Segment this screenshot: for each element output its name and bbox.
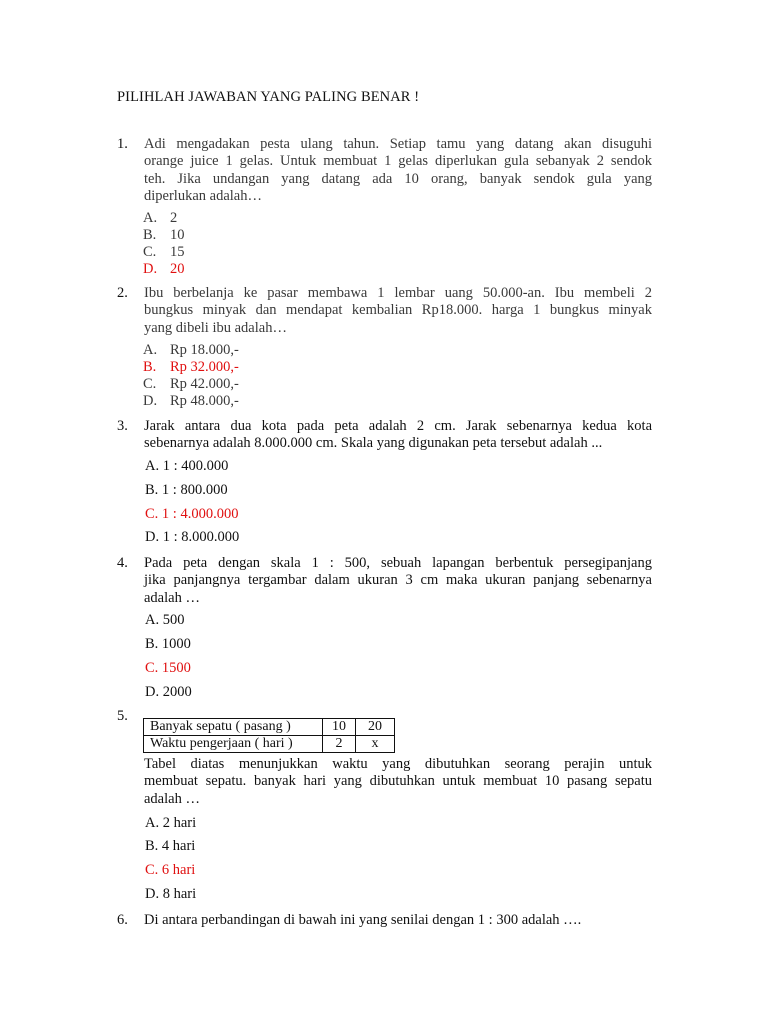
question-1-text bbox=[144, 136, 652, 205]
question-3-line-2: sebenarnya adalah 8.000.000 cm. Skala yang digunakan peta tersebut adalah ... bbox=[144, 435, 603, 452]
question-4-line-2: jika panjangnya tergambar dalam ukuran 3 cm maka ukuran panjang sebenarnya bbox=[144, 572, 652, 589]
question-5-text bbox=[144, 756, 652, 808]
question-3-option-a: A. 1 : 400.000 bbox=[145, 458, 229, 474]
table-row bbox=[144, 719, 395, 736]
question-2-option-b: B. Rp 32.000,- bbox=[143, 359, 239, 375]
question-1-number: 1. bbox=[117, 136, 128, 152]
question-5-line-3: adalah … bbox=[144, 790, 200, 807]
question-4-number: 4. bbox=[117, 555, 128, 571]
question-3-text bbox=[144, 418, 652, 453]
question-5-option-b: B. 4 hari bbox=[145, 838, 196, 854]
table-row bbox=[144, 736, 395, 753]
question-6-number: 6. bbox=[117, 912, 128, 928]
question-1-option-d: D. 20 bbox=[143, 261, 185, 277]
question-2-option-a: A. Rp 18.000,- bbox=[143, 342, 239, 358]
question-1-option-b: B. 10 bbox=[143, 227, 185, 243]
question-2-line-1: Ibu berbelanja ke pasar membawa 1 lembar uang 50.000-an. Ibu membeli 2 bbox=[144, 285, 652, 301]
question-5-table bbox=[143, 718, 395, 753]
question-5-line-2: membuat sepatu. banyak hari yang dibutuhkan untuk membuat 10 pasang sepatu bbox=[144, 773, 652, 790]
question-4-line-3: adalah … bbox=[144, 589, 200, 606]
question-5-option-a: A. 2 hari bbox=[145, 815, 197, 831]
question-2-number: 2. bbox=[117, 285, 128, 301]
table-cell: 2 bbox=[323, 736, 356, 753]
question-4-option-a: A. 500 bbox=[145, 612, 185, 628]
table-cell: Banyak sepatu ( pasang ) bbox=[144, 719, 323, 736]
question-1-line-1: Adi mengadakan pesta ulang tahun. Setiap tamu yang datang akan disuguhi bbox=[144, 136, 652, 152]
question-5-line-1: Tabel diatas menunjukkan waktu yang dibutuhkan seorang perajin untuk bbox=[144, 756, 652, 772]
question-4-option-c: C. 1500 bbox=[145, 660, 191, 676]
question-2-option-d: D. Rp 48.000,- bbox=[143, 393, 239, 409]
table-cell: x bbox=[356, 736, 395, 753]
question-2-line-2: bungkus minyak dan mendapat kembalian Rp18.000. harga 1 bungkus minyak bbox=[144, 302, 652, 319]
table-cell: 10 bbox=[323, 719, 356, 736]
question-3-line-1: Jarak antara dua kota pada peta adalah 2 cm. Jarak sebenarnya kedua kota bbox=[144, 418, 652, 434]
question-4-option-d: D. 2000 bbox=[145, 684, 192, 700]
question-2-option-c: C. Rp 42.000,- bbox=[143, 376, 239, 392]
question-1-option-a: A. 2 bbox=[143, 210, 178, 226]
question-3-option-b: B. 1 : 800.000 bbox=[145, 482, 228, 498]
question-3-option-d: D. 1 : 8.000.000 bbox=[145, 529, 240, 545]
question-5-number: 5. bbox=[117, 708, 128, 724]
question-1-line-4: diperlukan adalah… bbox=[144, 187, 262, 204]
table-cell: 20 bbox=[356, 719, 395, 736]
table-cell: Waktu pengerjaan ( hari ) bbox=[144, 736, 323, 753]
question-3-number: 3. bbox=[117, 418, 128, 434]
question-4-line-1: Pada peta dengan skala 1 : 500, sebuah lapangan berbentuk persegipanjang bbox=[144, 555, 652, 571]
question-4-text bbox=[144, 555, 652, 607]
question-1-line-2: orange juice 1 gelas. Untuk membuat 1 gelas diperlukan gula sebanyak 2 sendok bbox=[144, 153, 652, 170]
question-4-option-b: B. 1000 bbox=[145, 636, 191, 652]
question-5-option-c: C. 6 hari bbox=[145, 862, 196, 878]
question-3-option-c: C. 1 : 4.000.000 bbox=[145, 506, 239, 522]
question-1-line-3: teh. Jika undangan yang datang ada 10 orang, banyak sendok gula yang bbox=[144, 170, 652, 187]
question-6-text: Di antara perbandingan di bawah ini yang senilai dengan 1 : 300 adalah …. bbox=[144, 912, 582, 928]
question-2-line-3: yang dibeli ibu adalah… bbox=[144, 319, 287, 336]
page-title: PILIHLAH JAWABAN YANG PALING BENAR ! bbox=[117, 89, 420, 105]
question-2-text bbox=[144, 285, 652, 337]
question-5-option-d: D. 8 hari bbox=[145, 886, 197, 902]
question-1-option-c: C. 15 bbox=[143, 244, 185, 260]
